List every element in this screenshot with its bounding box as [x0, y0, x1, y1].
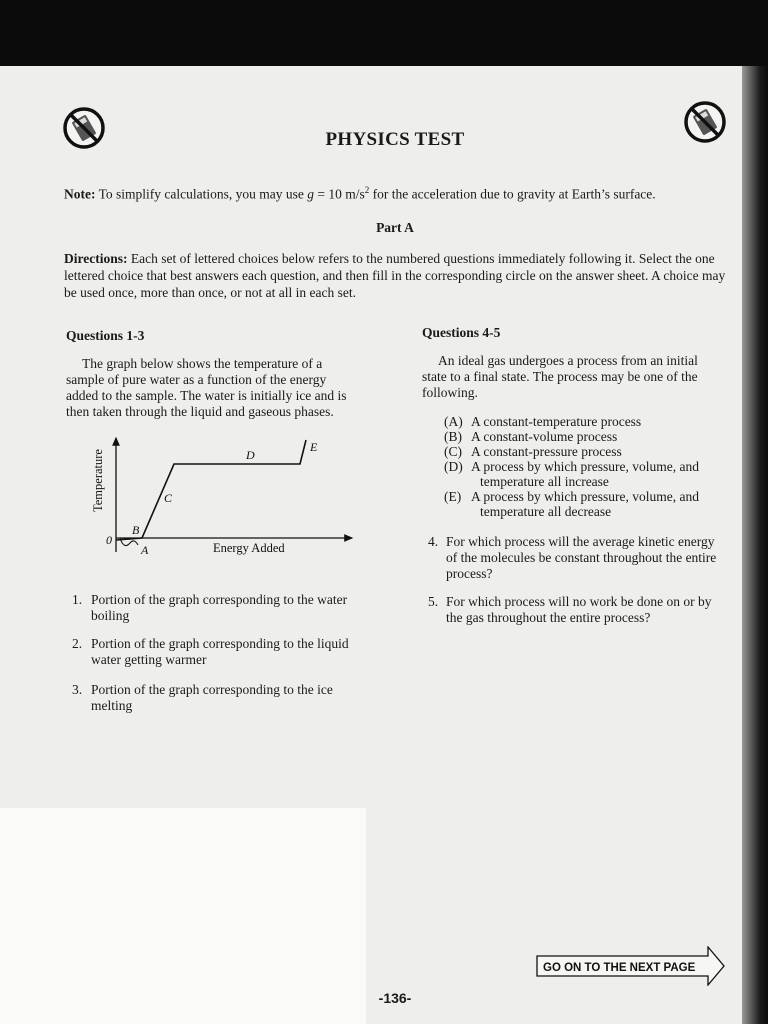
x-axis-label: Energy Added [213, 541, 285, 555]
question-line: the gas throughout the entire process? [446, 610, 651, 625]
note-line [64, 185, 656, 203]
origin-label: 0 [106, 533, 112, 547]
choice-line: A process by which pressure, volume, and [471, 489, 699, 504]
question-line: boiling [91, 608, 130, 623]
question-number: 5. [428, 594, 439, 609]
question-2-text [91, 636, 381, 668]
choice-a-text: A constant-temperature process [471, 414, 642, 429]
part-title: Part A [376, 220, 414, 235]
choice-line: temperature all increase [480, 474, 609, 489]
choice-d-text [471, 459, 731, 489]
questions-1-3-intro [66, 356, 386, 420]
segment-label-a: A [141, 543, 149, 557]
segment-label-c: C [164, 491, 173, 505]
question-3-text [91, 682, 381, 714]
choice-letter: (D) [444, 459, 463, 474]
page-binding-shadow [742, 66, 768, 1024]
intro-line: state to a final state. The process may be one of the [422, 369, 698, 384]
question-number: 4. [428, 534, 439, 549]
note-label: Note: [64, 186, 96, 202]
note-text-before: To simplify calculations, you may use [98, 186, 304, 202]
question-line: For which process will the average kinetic energy [446, 534, 715, 549]
choice-letter: (A) [444, 414, 463, 429]
question-line: water getting warmer [91, 652, 207, 667]
go-on-next-page-arrow [536, 946, 726, 986]
directions-text: Each set of lettered choices below refers to the numbered questions immediately following it. Select the one lettered choice that best answers each question, and then fill in the corresponding circle on the answer sheet. A choice may be used once, more than once, or not at all in each set. [64, 251, 726, 300]
question-number: 3. [72, 682, 83, 697]
intro-line: The graph below shows the temperature of a [82, 356, 323, 371]
go-on-label: GO ON TO THE NEXT PAGE [543, 962, 696, 974]
segment-label-e: E [310, 440, 318, 454]
question-line: of the molecules be constant throughout the entire [446, 550, 717, 565]
g-exponent: 2 [364, 185, 370, 195]
segment-label-b: B [132, 523, 140, 537]
intro-line: An ideal gas undergoes a process from an initial [438, 353, 698, 368]
choice-e-text [471, 489, 731, 519]
page-title: PHYSICS TEST [325, 129, 465, 150]
equals-sign: = [317, 186, 326, 202]
note-text-after: for the acceleration due to gravity at Earth’s surface. [372, 186, 656, 202]
heating-curve [116, 440, 306, 540]
question-1-text [91, 592, 381, 624]
intro-line: sample of pure water as a function of the energy [66, 372, 327, 387]
questions-1-3-heading: Questions 1-3 [66, 328, 145, 343]
intro-line: then taken through the liquid and gaseous phases. [66, 404, 334, 419]
segment-label-d: D [246, 448, 255, 462]
page-number: -136- [378, 990, 412, 1006]
intro-line: added to the sample. The water is initially ice and is [66, 388, 347, 403]
question-line: melting [91, 698, 133, 713]
question-number: 2. [72, 636, 83, 651]
question-line: Portion of the graph corresponding to the ice [91, 682, 333, 697]
choice-letter: (C) [444, 444, 462, 459]
choice-c-text: A constant-pressure process [471, 444, 622, 459]
questions-4-5-intro [422, 353, 732, 401]
choice-b-text: A constant-volume process [471, 429, 618, 444]
question-number: 1. [72, 592, 83, 607]
questions-4-5-heading: Questions 4-5 [422, 325, 501, 340]
y-axis-label: Temperature [91, 449, 105, 512]
question-5-text [446, 594, 736, 626]
directions [64, 250, 728, 301]
choice-line: A process by which pressure, volume, and [471, 459, 699, 474]
choice-letter: (B) [444, 429, 462, 444]
question-4-text [446, 534, 736, 582]
choice-letter: (E) [444, 489, 462, 504]
question-line: process? [446, 566, 493, 581]
choice-line: temperature all decrease [480, 504, 612, 519]
g-symbol: g [307, 186, 315, 202]
g-value: 10 m/s [328, 186, 365, 202]
directions-label: Directions: [64, 251, 128, 266]
question-line: For which process will no work be done on or by [446, 594, 712, 609]
question-line: Portion of the graph corresponding to the liquid [91, 636, 349, 651]
question-line: Portion of the graph corresponding to the water [91, 592, 348, 607]
temperature-energy-graph [84, 432, 374, 572]
scan-top-border [0, 0, 768, 66]
intro-line: following. [422, 385, 478, 400]
